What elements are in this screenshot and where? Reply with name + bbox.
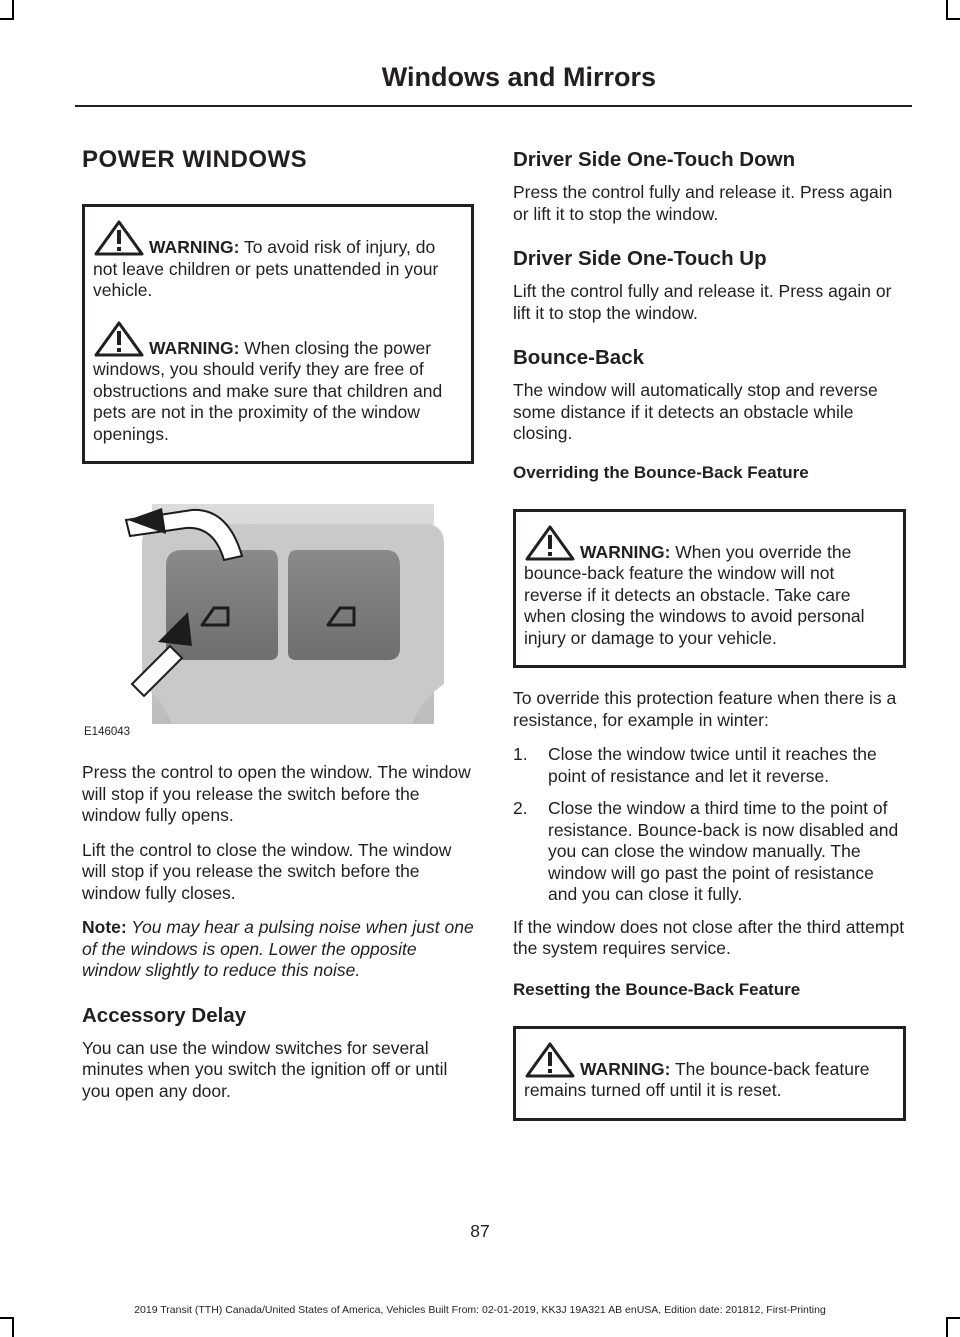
crop-mark: [12, 1317, 14, 1337]
header-rule: [75, 105, 912, 107]
section-heading-one-touch-down: Driver Side One-Touch Down: [513, 148, 796, 171]
list-item: [513, 798, 906, 906]
paragraph: You can use the window switches for several minutes when you switch the ignition off or until you open any door.: [82, 1037, 448, 1101]
warning-label: WARNING:: [580, 541, 671, 562]
crop-mark: [0, 18, 14, 20]
warning-text: When closing the power windows, you should verify they are free of obstructions and make sure that children and pets are not in the proximity of the window openings.: [93, 337, 443, 444]
page-footer: 2019 Transit (TTH) Canada/United States of America, Vehicles Built From: 02-01-2019, KK3J 19A321 AB enUSA, Edition date: 201812, First-Printing: [134, 1304, 826, 1316]
right-column: [513, 148, 906, 1141]
note-text: You may hear a pulsing noise when just one of the windows is open. Lower the opposite window slightly to reduce this noise.: [82, 917, 474, 980]
crop-mark: [12, 0, 14, 20]
paragraph: Lift the control fully and release it. Press again or lift it to stop the window.: [513, 281, 892, 323]
warning-text: The bounce-back feature remains turned off until it is reset.: [524, 1058, 870, 1100]
list-number: 1.: [513, 744, 528, 764]
warning-box: [513, 1026, 906, 1121]
section-heading-accessory-delay: Accessory Delay: [82, 1003, 247, 1027]
crop-mark: [946, 1317, 948, 1337]
window-switch-illustration: [82, 484, 474, 744]
paragraph: To override this protection feature when there is a resistance, for example in winter:: [513, 688, 897, 730]
page-number: 87: [470, 1221, 490, 1241]
warning-triangle-icon: [93, 219, 145, 257]
warning-box: [513, 509, 906, 669]
page-header-title: Windows and Mirrors: [381, 62, 656, 92]
warning-item: [524, 524, 895, 650]
subheading-overriding: Overriding the Bounce-Back Feature: [513, 462, 809, 482]
left-column: [82, 140, 474, 1115]
warning-label: WARNING:: [149, 337, 240, 358]
section-heading-bounce-back: Bounce-Back: [513, 346, 645, 369]
section-heading-power-windows: POWER WINDOWS: [82, 146, 308, 173]
override-steps: [513, 744, 906, 906]
paragraph: Lift the control to close the window. The window will stop if you release the switch before the window fully closes.: [82, 839, 452, 903]
warning-item: [524, 1041, 895, 1102]
note-label: Note:: [82, 917, 127, 937]
warning-text: When you override the bounce-back feature the window will not reverse if it detects an obstacle. Take care when closing the windows to avoid personal injury or damage to your vehicle.: [524, 541, 865, 648]
warning-label: WARNING:: [580, 1058, 671, 1079]
crop-mark: [0, 1317, 14, 1319]
warning-box: [82, 204, 474, 464]
warning-item: [93, 219, 463, 302]
paragraph: The window will automatically stop and reverse some distance if it detects an obstacle while closing.: [513, 380, 878, 443]
list-number: 2.: [513, 798, 528, 818]
warning-triangle-icon: [93, 320, 145, 358]
note: [82, 917, 474, 982]
list-text: Close the window twice until it reaches the point of resistance and let it reverse.: [548, 744, 877, 786]
crop-mark: [946, 1317, 960, 1319]
crop-mark: [946, 0, 948, 20]
paragraph: Press the control fully and release it. Press again or lift it to stop the window.: [513, 182, 893, 224]
section-heading-one-touch-up: Driver Side One-Touch Up: [513, 247, 767, 270]
figure-label: E146043: [84, 726, 131, 738]
warning-item: [93, 320, 463, 446]
paragraph: Press the control to open the window. The window will stop if you release the switch before the window fully opens.: [82, 762, 471, 825]
list-item: [513, 744, 906, 787]
crop-mark: [946, 18, 960, 20]
paragraph: If the window does not close after the third attempt the system requires service.: [513, 916, 905, 958]
warning-text: To avoid risk of injury, do not leave children or pets unattended in your vehicle.: [93, 237, 439, 300]
warning-triangle-icon: [524, 1041, 576, 1079]
subheading-resetting: Resetting the Bounce-Back Feature: [513, 979, 801, 999]
window-switch-drawing: [82, 484, 474, 744]
warning-triangle-icon: [524, 524, 576, 562]
warning-label: WARNING:: [149, 237, 240, 257]
list-text: Close the window a third time to the point of resistance. Bounce-back is now disabled and you can close the window manually. The window will go past the point of resistance and you can close it fully.: [548, 798, 899, 904]
